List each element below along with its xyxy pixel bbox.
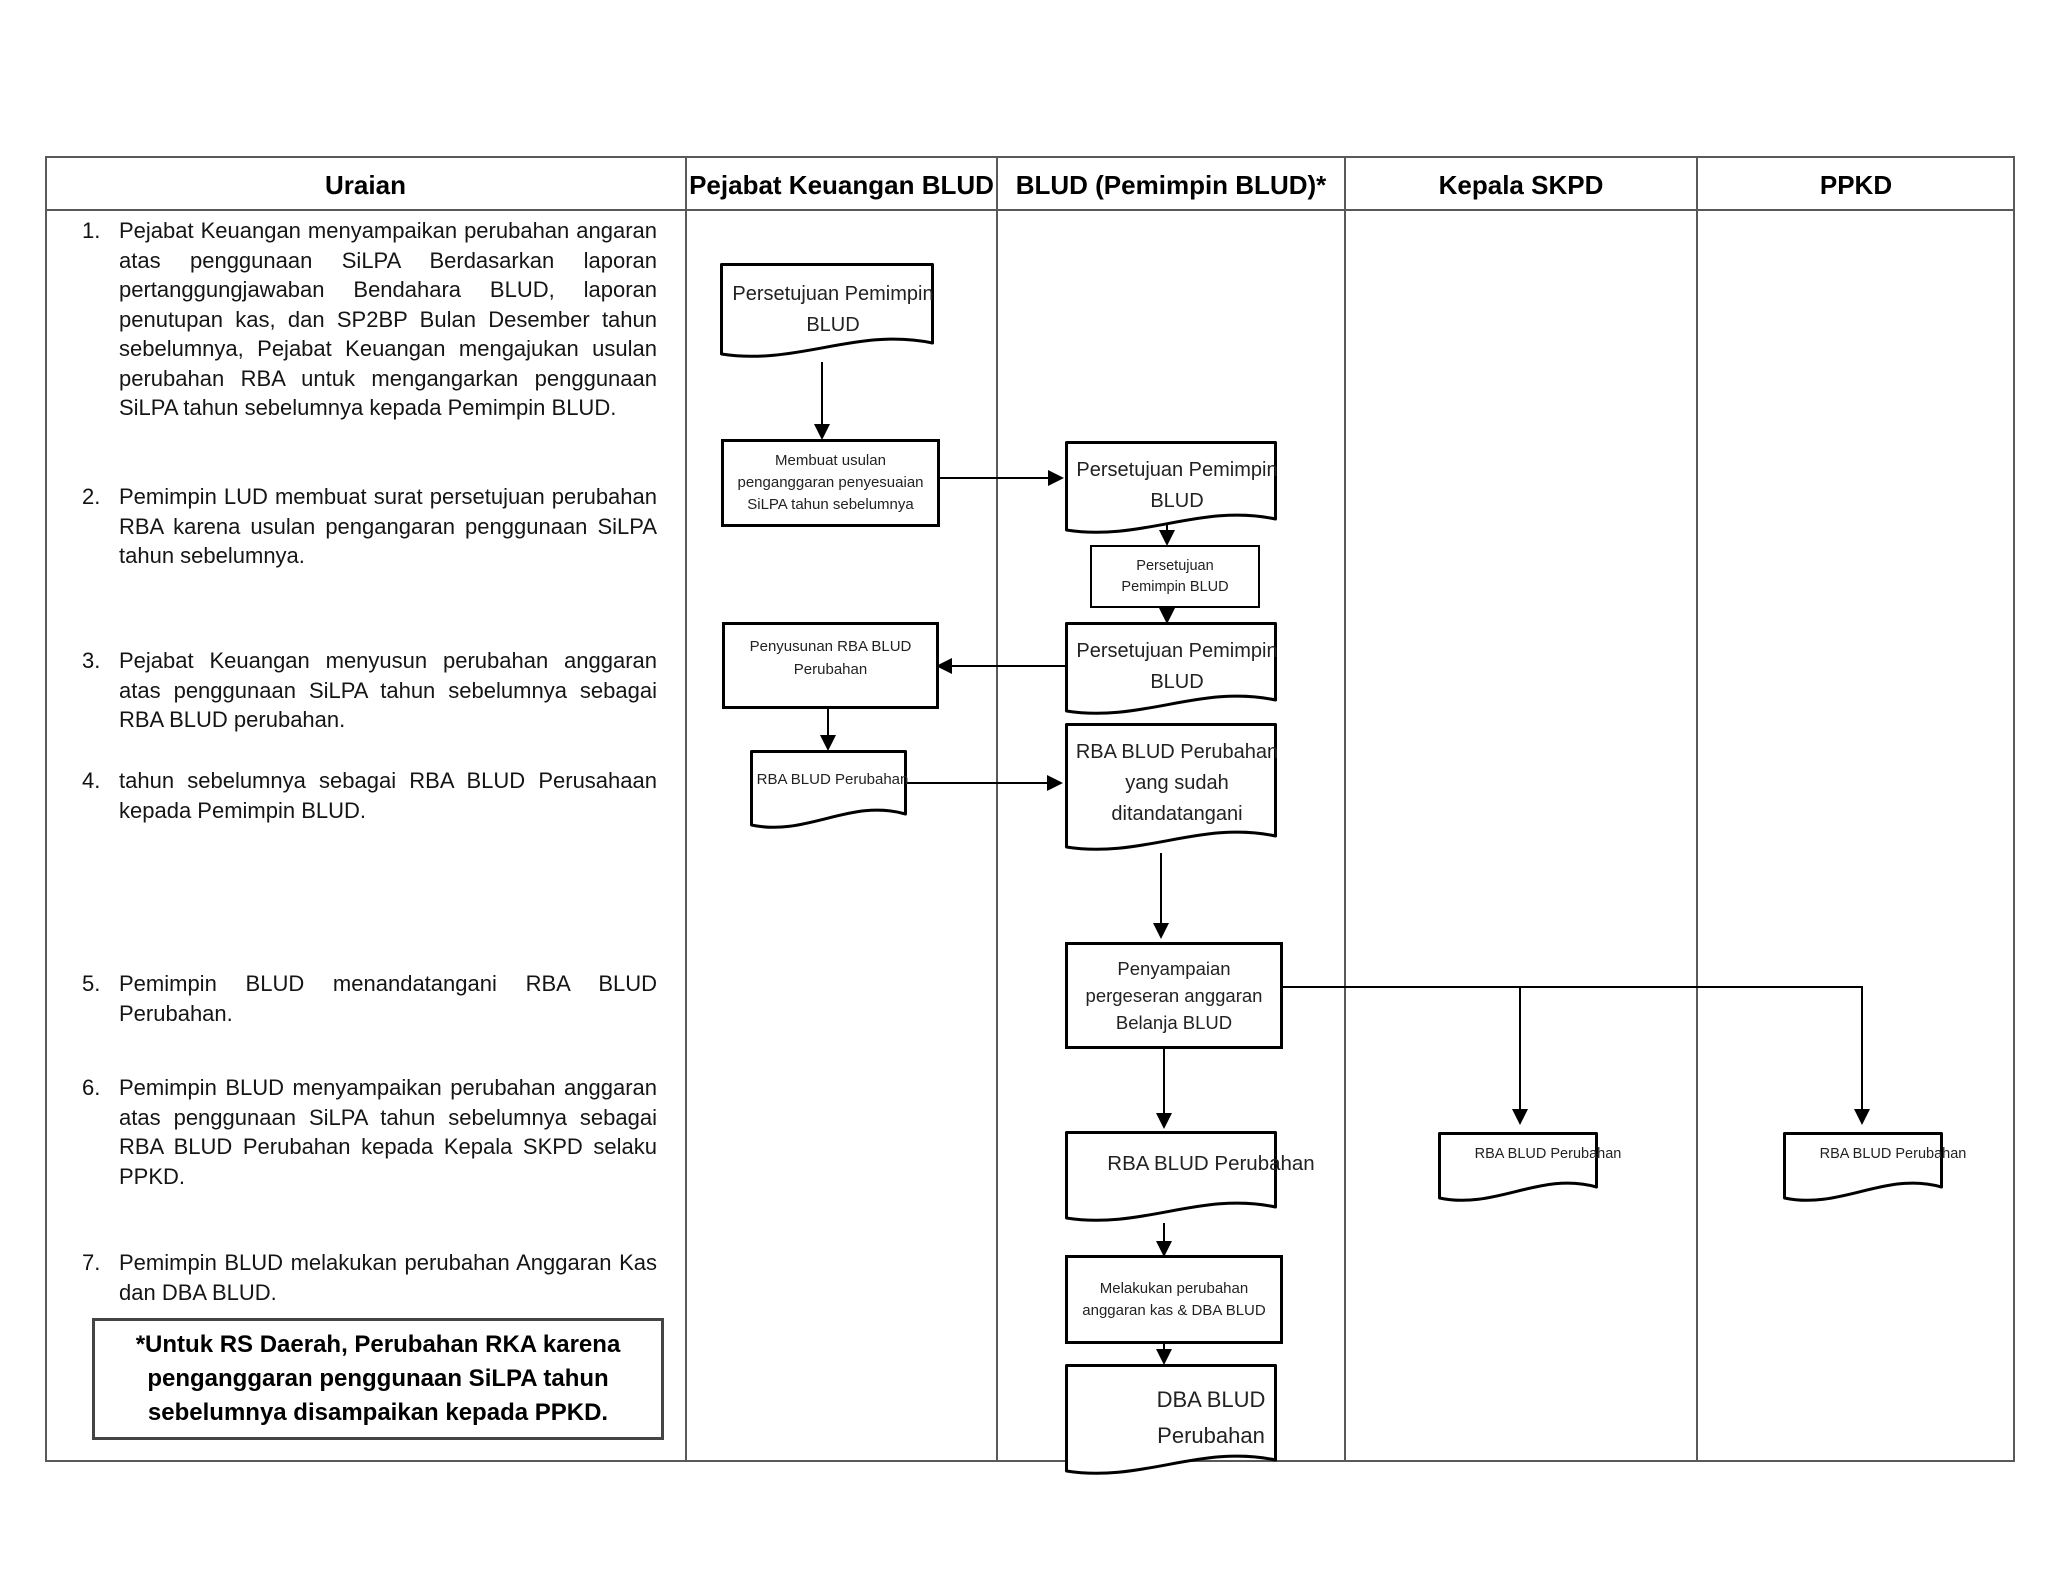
shape-label: Penyusunan RBA BLUD Perubahan [749,638,912,678]
arrow-segment [1277,986,1863,988]
arrow-segment [933,477,1049,479]
footnote-text: *Untuk RS Daerah, Perubahan RKA karena penganggaran penggunaan SiLPA tahun sebelumnya disampaikan kepada PPKD. [135,1331,621,1426]
item-text: Pemimpin BLUD menandatangani RBA BLUD Perubahan. [119,971,657,1026]
arrowhead-down-icon [1156,1349,1172,1365]
item-text: tahun sebelumnya sebagai RBA BLUD Perusahaan kepada Pemimpin BLUD. [119,768,657,823]
header-underline [45,209,2015,211]
arrowhead-right-icon [1048,470,1064,486]
shape-label: Melakukan perubahan anggaran kas & DBA BLUD [1082,1279,1266,1319]
shape-label: DBA BLUD Perubahan [1156,1387,1266,1448]
arrowhead-down-icon [1153,923,1169,939]
arrowhead-down-icon [1512,1109,1528,1125]
column-divider-2 [996,156,998,1462]
arrow-segment [1519,986,1521,1110]
arrow-segment [1861,986,1863,1110]
arrow-segment [1163,1042,1165,1115]
shape-label: RBA BLUD Perubahan yang sudah ditandatangani [1075,741,1279,825]
flow-process-membuat-usulan [721,439,940,527]
shape-label: RBA BLUD Perubahan [1107,1152,1315,1175]
item-number: 1. [82,218,101,243]
flow-process-penyusunan-rba [722,622,939,709]
flow-doc-rba-blud-perubahan-skpd [1438,1132,1622,1207]
item-number: 6. [82,1075,101,1100]
table-border-right [2013,156,2015,1462]
arrowhead-down-icon [1854,1109,1870,1125]
column-divider-3 [1344,156,1346,1462]
shape-label: RBA BLUD Perubahan [756,771,909,788]
shape-label: Penyampaian pergeseran anggaran Belanja BLUD [1085,958,1263,1033]
flow-doc-persetujuan-pemimpin-blud-3 [1065,622,1277,720]
flow-doc-rba-blud-perubahan-ppkd [1783,1132,1967,1207]
column-header-uraian: Uraian [325,169,406,200]
column-header-kepala-skpd: Kepala SKPD [1438,169,1604,200]
item-text: Pemimpin BLUD melakukan perubahan Anggaran Kas dan DBA BLUD. [119,1250,657,1305]
item-text: Pemimpin BLUD menyampaikan perubahan anggaran atas penggunaan SiLPA tahun sebelumnya sebagai RBA BLUD Perubahan kepada Kepala SKPD selaku PPKD. [119,1075,657,1189]
item-number: 7. [82,1250,101,1275]
column-header-pejabat-keuangan-blud: Pejabat Keuangan BLUD [689,169,994,200]
arrowhead-down-icon [1156,1113,1172,1129]
flow-box-penyampaian-pergeseran [1065,942,1283,1049]
arrow-segment [821,362,823,424]
shape-label: RBA BLUD Perubahan [1819,1146,1967,1162]
column-divider-4 [1696,156,1698,1462]
table-border-bottom [45,1460,2015,1462]
column-header-ppkd: PPKD [1819,169,1893,200]
arrowhead-down-icon [814,424,830,440]
arrowhead-down-icon [820,735,836,751]
item-text: Pejabat Keuangan menyusun perubahan anggaran atas penggunaan SiLPA tahun sebelumnya sebagai RBA BLUD perubahan. [119,648,657,732]
shape-label: Persetujuan Pemimpin BLUD [732,283,934,336]
flow-box-melakukan-perubahan [1065,1255,1283,1344]
item-number: 2. [82,484,101,509]
shape-label: Persetujuan Pemimpin BLUD [1121,557,1229,595]
shape-label: Persetujuan Pemimpin BLUD [1076,459,1278,512]
shape-label: Persetujuan Pemimpin BLUD [1076,640,1278,693]
flow-doc-rba-blud-perubahan-mid [1065,1131,1315,1227]
arrow-segment [951,665,1066,667]
column-header-pemimpin-blud: BLUD (Pemimpin BLUD)* [1015,169,1327,200]
column-divider-1 [685,156,687,1462]
flow-box-persetujuan-pemimpin-blud [1090,545,1260,608]
table-border-top [45,156,2015,158]
footnote-box [92,1318,664,1440]
shape-label: Membuat usulan penganggaran penyesuaian SiLPA tahun sebelumnya [737,452,924,513]
arrow-segment [906,782,1048,784]
flow-doc-rba-blud-perubahan-pejabat [750,750,907,834]
item-number: 5. [82,971,101,996]
flow-doc-rba-ditandatangani [1065,723,1277,856]
arrow-segment [1160,853,1162,925]
item-number: 4. [82,768,101,793]
item-number: 3. [82,648,101,673]
table-border-left [45,156,47,1462]
shape-label: RBA BLUD Perubahan [1474,1146,1622,1162]
item-text: Pemimpin LUD membuat surat persetujuan perubahan RBA karena usulan pengangaran penggunaan SiLPA tahun sebelumnya. [119,484,657,568]
arrowhead-right-icon [1047,775,1063,791]
flow-doc-dba-blud-perubahan [1065,1364,1277,1480]
item-text: Pejabat Keuangan menyampaikan perubahan angaran atas penggunaan SiLPA Berdasarkan laporan pertanggungjawaban Bendahara BLUD, laporan penutupan kas, dan SP2BP Bulan Desember tahun sebelumnya, Pejabat Keuangan mengajukan usulan perubahan RBA untuk mengangarkan penggunaan SiLPA tahun sebelumnya kepada Pemimpin BLUD. [119,218,657,420]
flow-doc-persetujuan-pemimpin-blud [720,263,934,363]
flow-doc-persetujuan-pemimpin-blud-2 [1065,441,1277,539]
